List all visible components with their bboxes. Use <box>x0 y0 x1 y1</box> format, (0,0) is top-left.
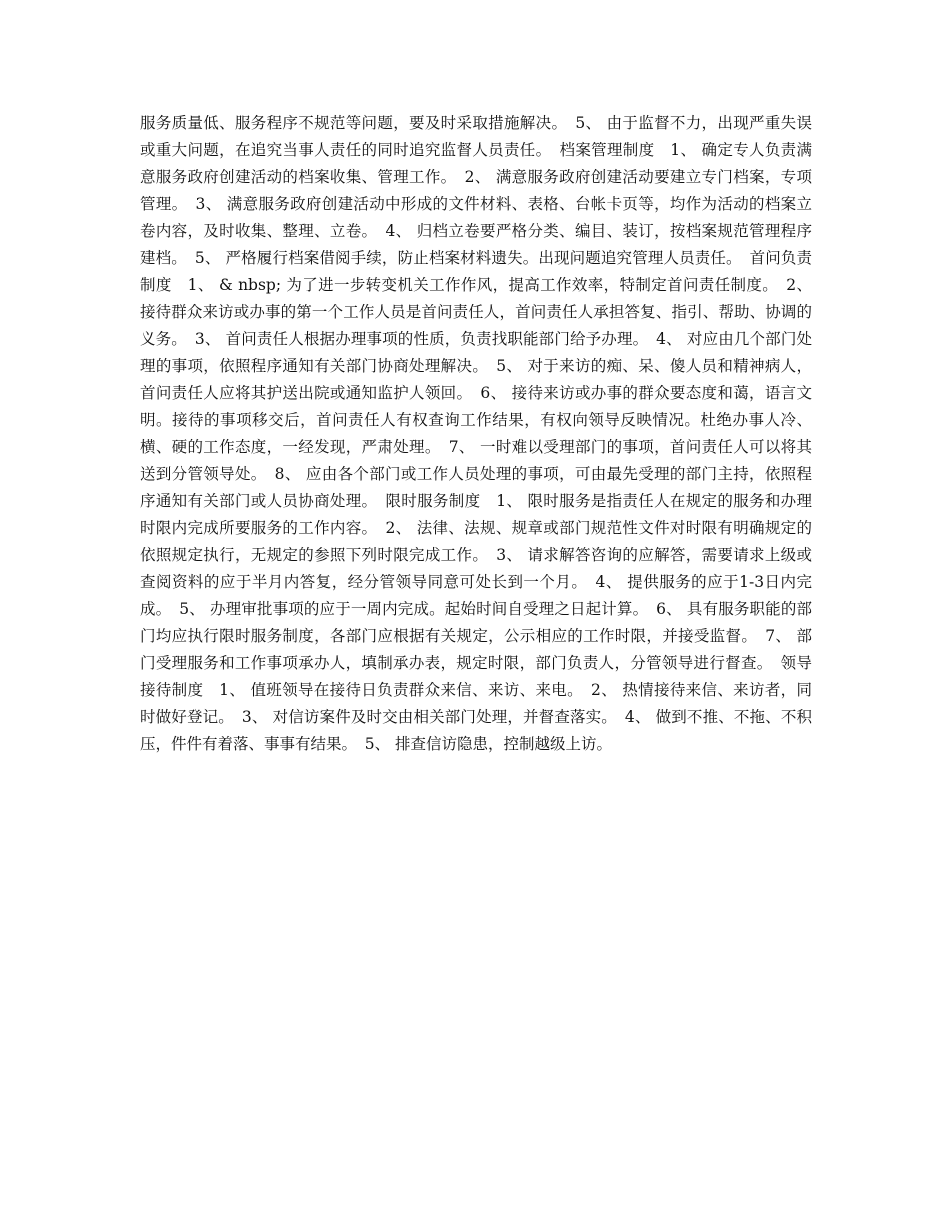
body-paragraph: 服务质量低、服务程序不规范等问题，要及时采取措施解决。 5、 由于监督不力，出现严重失误或重大问题，在追究当事人责任的同时追究监督人员责任。 档案管理制度 1、 确定专人负责满意服务政府创建活动的档案收集、管理工作。 2、 满意服务政府创建活动要建立专门档案，专项管理。 3、 满意服务政府创建活动中形成的文件材料、表格、台帐卡页等，均作为活动的档案立卷内容，及时收集、整理、立卷。 4、 归档立卷要严格分类、编目、装订，按档案规范管理程序建档。 5、 严格履行档案借阅手续，防止档案材料遗失。出现问题追究管理人员责任。 首问负责制度 1、 & nbsp; 为了进一步转变机关工作作风，提高工作效率，特制定首问责任制度。 2、 接待群众来访或办事的第一个工作人员是首问责任人，首问责任人承担答复、指引、帮助、协调的义务。 3、 首问责任人根据办理事项的性质，负责找职能部门给予办理。 4、 对应由几个部门处理的事项，依照程序通知有关部门协商处理解决。 5、 对于来访的痴、呆、傻人员和精神病人，首问责任人应将其护送出院或通知监护人领回。 6、 接待来访或办事的群众要态度和蔼，语言文明。接待的事项移交后，首问责任人有权查询工作结果，有权向领导反映情况。杜绝办事人冷、横、硬的工作态度，一经发现，严肃处理。 7、 一时难以受理部门的事项，首问责任人可以将其送到分管领导处。 8、 应由各个部门或工作人员处理的事项，可由最先受理的部门主持，依照程序通知有关部门或人员协商处理。 限时服务制度 1、 限时服务是指责任人在规定的服务和办理时限内完成所要服务的工作内容。 2、 法律、法规、规章或部门规范性文件对时限有明确规定的依照规定执行，无规定的参照下列时限完成工作。 3、 请求解答咨询的应解答，需要请求上级或查阅资料的应于半月内答复，经分管领导同意可处长到一个月。 4、 提供服务的应于1-3日内完成。 5、 办理审批事项的应于一周内完成。起始时间自受理之日起计算。 6、 具有服务职能的部门均应执行限时服务制度，各部门应根据有关规定，公示相应的工作时限，并接受监督。 7、 部门受理服务和工作事项承办人，填制承办表，规定时限，部门负责人，分管领导进行督查。 领导接待制度 1、 值班领导在接待日负责群众来信、来访、来电。 2、 热情接待来信、来访者，同时做好登记。 3、 对信访案件及时交由相关部门处理，并督查落实。 4、 做到不推、不拖、不积压，件件有着落、事事有结果。 5、 排查信访隐患，控制越级上访。 <box>140 114 817 753</box>
